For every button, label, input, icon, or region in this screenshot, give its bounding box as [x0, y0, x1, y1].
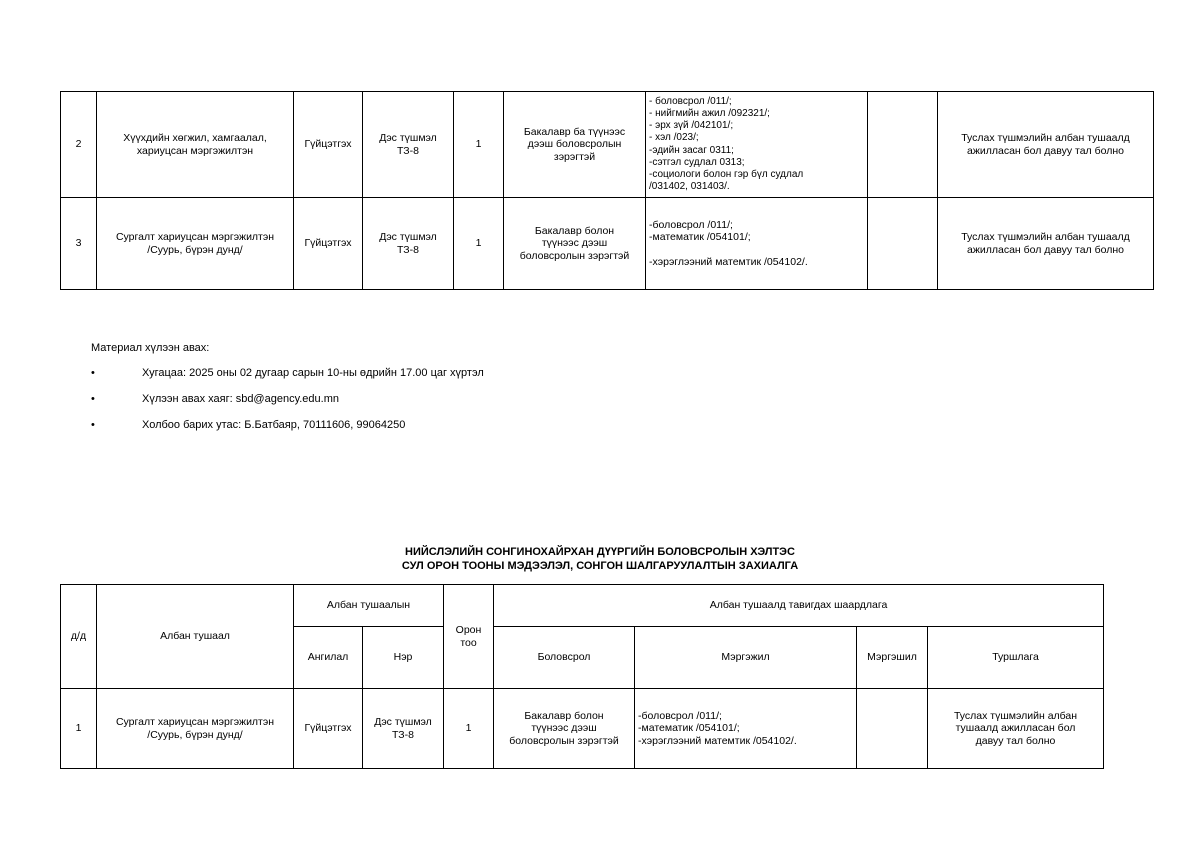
count-cell: 1 [444, 689, 494, 769]
table-row [61, 92, 1154, 198]
bullet-icon: • [91, 393, 95, 405]
skill-cell [868, 92, 938, 198]
header-category: Ангилал [294, 627, 363, 689]
material-title: Материал хүлээн авах: [91, 342, 210, 354]
rank-cell: Дэс түшмэл ТЗ-8 [363, 198, 454, 290]
experience-cell: Туслах түшмэлийн албан тушаалд ажилласан бол давуу тал болно [938, 198, 1154, 290]
position-cell: Хүүхдийн хөгжил, хамгаалал, хариуцсан мэргэжилтэн [97, 92, 294, 198]
education-cell: Бакалавр болон түүнээс дээш боловсролын зэрэгтэй [504, 198, 646, 290]
header-rank: Нэр [363, 627, 444, 689]
row-number: 1 [61, 689, 97, 769]
row-number: 3 [61, 198, 97, 290]
contact-text: Холбоо барих утас: Б.Батбаяр, 70111606, 99064250 [142, 419, 406, 431]
count-cell: 1 [454, 92, 504, 198]
skill-cell [857, 689, 928, 769]
heading-line-1: НИЙСЛЭЛИЙН СОНГИНОХАЙРХАН ДҮҮРГИЙН БОЛОВСРОЛЫН ХЭЛТЭС [405, 546, 795, 558]
address-text: Хүлээн авах хаяг: sbd@agency.edu.mn [142, 393, 340, 405]
table-row [61, 198, 1154, 290]
vacancy-table-continued [60, 91, 1154, 290]
rank-cell: Дэс түшмэл ТЗ-8 [363, 689, 444, 769]
header-experience: Туршлага [928, 627, 1104, 689]
header-position: Албан тушаал [97, 585, 294, 689]
position-cell: Сургалт хариуцсан мэргэжилтэн /Суурь, бүрэн дунд/ [97, 198, 294, 290]
profession-cell: -боловсрол /011/; -математик /054101/; -хэрэглээний матемтик /054102/. [646, 198, 868, 290]
bullet-icon: • [91, 367, 95, 379]
category-cell: Гүйцэтгэх [294, 92, 363, 198]
table-row [61, 689, 1104, 769]
category-cell: Гүйцэтгэх [294, 198, 363, 290]
experience-cell: Туслах түшмэлийн албан тушаалд ажилласан бол давуу тал болно [938, 92, 1154, 198]
header-row [61, 585, 1104, 627]
section-heading [0, 545, 1200, 573]
header-education: Боловсрол [494, 627, 635, 689]
header-num: д/д [61, 585, 97, 689]
education-cell: Бакалавр ба түүнээс дээш боловсролын зэрэгтэй [504, 92, 646, 198]
experience-cell: Туслах түшмэлийн албан тушаалд ажилласан бол давуу тал болно [928, 689, 1104, 769]
bullet-icon: • [91, 419, 95, 431]
education-cell: Бакалавр болон түүнээс дээш боловсролын зэрэгтэй [494, 689, 635, 769]
heading-line-2: СУЛ ОРОН ТООНЫ МЭДЭЭЛЭЛ, СОНГОН ШАЛГАРУУЛАЛТЫН ЗАХИАЛГА [401, 560, 799, 572]
header-skill: Мэргэшил [857, 627, 928, 689]
category-cell: Гүйцэтгэх [294, 689, 363, 769]
row-number: 2 [61, 92, 97, 198]
header-profession: Мэргэжил [635, 627, 857, 689]
header-position-group: Албан тушаалын [294, 585, 444, 627]
header-requirements: Албан тушаалд тавигдах шаардлага [494, 585, 1104, 627]
skill-cell [868, 198, 938, 290]
count-cell: 1 [454, 198, 504, 290]
deadline-text: Хугацаа: 2025 оны 02 дугаар сарын 10-ны өдрийн 17.00 цаг хүртэл [142, 367, 484, 379]
rank-cell: Дэс түшмэл ТЗ-8 [363, 92, 454, 198]
profession-cell: -боловсрол /011/; -математик /054101/; -хэрэглээний матемтик /054102/. [635, 689, 857, 769]
vacancy-table [60, 584, 1104, 769]
profession-cell: - боловсрол /011/; - нийгмийн ажил /092321/; - эрх зүй /042101/; - хэл /023/; -эдийн засаг 0311; -сэтгэл судлал 0313; -социологи болон гэр бүл судлал /031402, 031403/. [646, 92, 868, 198]
position-cell: Сургалт хариуцсан мэргэжилтэн /Суурь, бүрэн дунд/ [97, 689, 294, 769]
header-count: Орон тоо [444, 585, 494, 689]
